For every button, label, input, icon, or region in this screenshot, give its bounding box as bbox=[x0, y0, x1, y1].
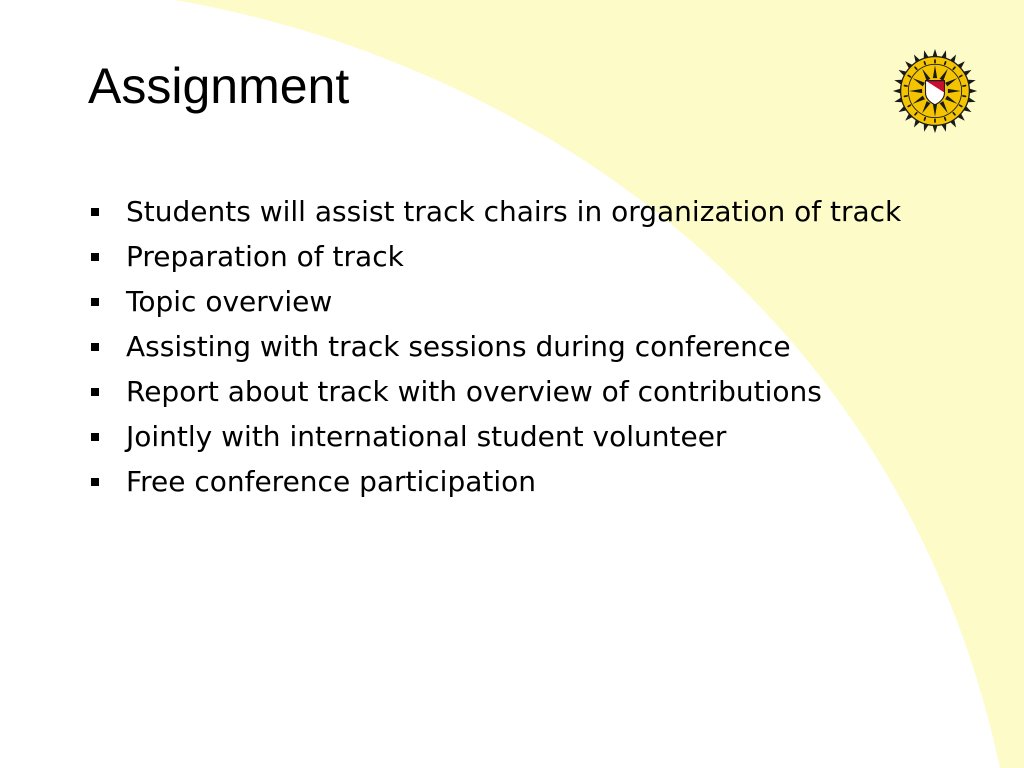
bullet-text: Students will assist track chairs in organization of track bbox=[126, 195, 902, 228]
bullet-item bbox=[88, 239, 968, 275]
square-bullet-icon bbox=[91, 478, 99, 486]
bullet-text: Jointly with international student volunteer bbox=[126, 420, 727, 453]
square-bullet-icon bbox=[91, 208, 99, 216]
bullet-text: Report about track with overview of contributions bbox=[126, 375, 822, 408]
square-bullet-icon bbox=[91, 298, 99, 306]
bullet-text: Assisting with track sessions during conference bbox=[126, 330, 791, 363]
square-bullet-icon bbox=[91, 253, 99, 261]
square-bullet-icon bbox=[91, 433, 99, 441]
bullet-item bbox=[88, 419, 968, 455]
bullet-list bbox=[88, 194, 968, 509]
bullet-item bbox=[88, 464, 968, 500]
bullet-item bbox=[88, 194, 968, 230]
bullet-text: Free conference participation bbox=[126, 465, 537, 498]
square-bullet-icon bbox=[91, 388, 99, 396]
square-bullet-icon bbox=[91, 343, 99, 351]
bullet-item bbox=[88, 374, 968, 410]
slide-title: Assignment bbox=[88, 58, 350, 114]
bullet-text: Preparation of track bbox=[126, 240, 404, 273]
university-logo-icon bbox=[892, 48, 978, 134]
bullet-text: Topic overview bbox=[126, 285, 333, 318]
bullet-item bbox=[88, 284, 968, 320]
bullet-item bbox=[88, 329, 968, 365]
